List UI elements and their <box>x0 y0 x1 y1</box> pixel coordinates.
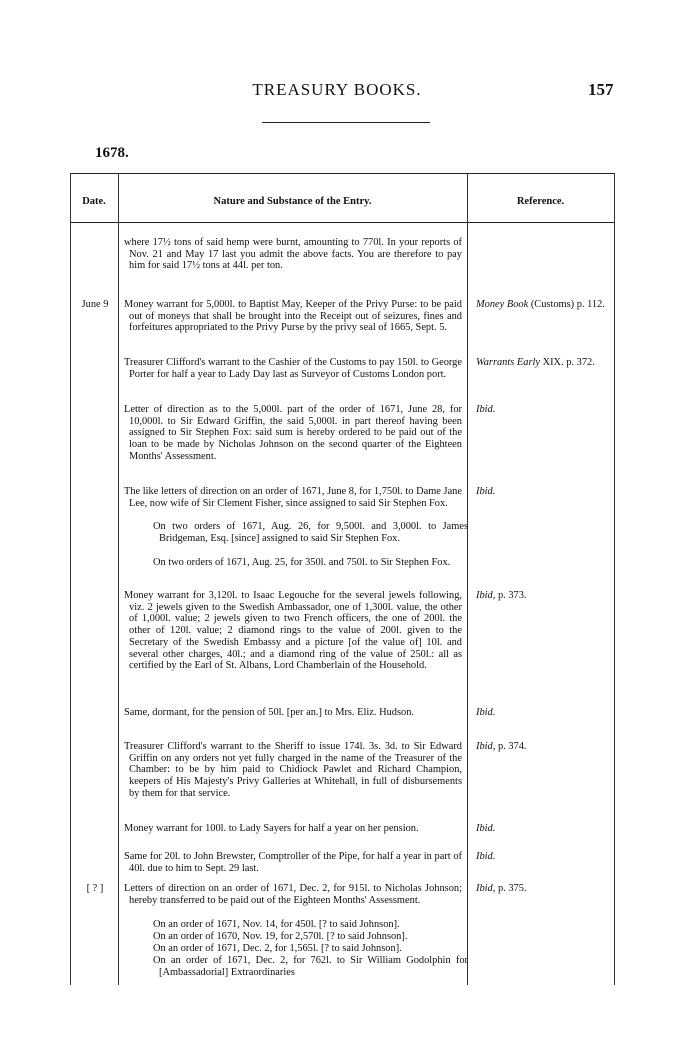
entry-paragraph: Money warrant for 3,120l. to Isaac Legouche for the several jewels following, viz. 2 jewels given to the Swedish Ambassador, one of 1,300l. value, the other of 1,000l. value; 2 jewels given to two French officers, the one of 200l. the other of 120l. value; 2 diamond rings to the value of 200l. given to the Secretary of the Swedish Embassy and a picture [of the value of] 10l. and several other charges, 40l.; and a diamond ring of the value of 250l.: all as certified by the Earl of St. Albans, Lord Chamberlain of the Household. <box>124 590 462 672</box>
table-right-border <box>614 173 615 985</box>
entry-paragraph: Money warrant for 100l. to Lady Sayers for half a year on her pension. <box>124 823 419 834</box>
entry-subitem: On an order of 1671, Nov. 14, for 450l. [? to said Johnson]. <box>153 919 400 930</box>
header-rule <box>262 122 430 123</box>
entry-paragraph: Treasurer Clifford's warrant to the Cashier of the Customs to pay 150l. to George Porter for half a year to Lady Day last as Surveyor of Customs London port. <box>124 357 462 380</box>
entry-reference <box>476 741 606 753</box>
reference-source: Warrants Early <box>476 357 540 368</box>
entry-reference <box>476 357 606 369</box>
entry-text <box>124 404 462 463</box>
entry-paragraph: Same, dormant, for the pension of 50l. [per an.] to Mrs. Eliz. Hudson. <box>124 707 415 718</box>
entry-reference <box>476 590 606 602</box>
entry-subitem: On an order of 1671, Dec. 2, for 1,565l. [? to said Johnson]. <box>153 943 402 954</box>
entry-subitem: On two orders of 1671, Aug. 25, for 350l. and 750l. to Sir Stephen Fox. <box>153 557 451 568</box>
entry-subitem: On an order of 1670, Nov. 19, for 2,570l. [? to said Johnson]. <box>153 931 408 942</box>
entry-subitem: On two orders of 1671, Aug. 26, for 9,500l. and 3,000l. to James Bridgeman, Esq. [since] assigned to said Sir Stephen Fox. <box>153 521 468 544</box>
entry-reference <box>476 404 606 416</box>
page-number: 157 <box>588 80 614 99</box>
entry-reference <box>476 883 606 895</box>
entry-text <box>124 357 462 380</box>
reference-page: p. 374. <box>495 741 527 752</box>
entry-reference <box>476 299 606 311</box>
entry-text <box>124 299 462 334</box>
entry-paragraph: The like letters of direction on an order of 1671, June 8, for 1,750l. to Dame Jane Lee, now wife of Sir Clement Fisher, since assigned to said Sir Stephen Fox. <box>124 486 462 509</box>
reference-source: Ibid. <box>476 486 496 497</box>
reference-source: Ibid. <box>476 707 496 718</box>
entry-text <box>124 237 462 272</box>
entry-text <box>124 741 462 800</box>
reference-source: Ibid, <box>476 741 496 752</box>
entry-subitem: On an order of 1671, Dec. 2, for 762l. to Sir William Godolphin for [Ambassadorial] Extraordinaries <box>153 955 468 978</box>
reference-source: Ibid. <box>476 404 496 415</box>
entry-text <box>124 486 462 509</box>
reference-source: Money Book <box>476 299 529 310</box>
date-column-divider <box>118 173 119 985</box>
nature-column-header: Nature and Substance of the Entry. <box>213 196 372 207</box>
reference-source: Ibid, <box>476 883 496 894</box>
entry-text <box>124 823 462 835</box>
reference-page: (Customs) p. 112. <box>528 299 605 310</box>
entry-date: June 9 <box>81 299 109 310</box>
entry-paragraph: Same for 20l. to John Brewster, Comptroller of the Pipe, for half a year in part of 40l. due to him to Sept. 29 last. <box>124 851 462 874</box>
entry-reference <box>476 851 606 863</box>
entry-date: [ ? ] <box>86 883 104 894</box>
reference-source: Ibid. <box>476 851 496 862</box>
reference-column-header: Reference. <box>516 196 565 207</box>
year-heading: 1678. <box>95 145 129 161</box>
date-column-header: Date. <box>82 196 106 207</box>
entry-text <box>124 707 462 719</box>
entry-paragraph: Letter of direction as to the 5,000l. part of the order of 1671, June 28, for 10,000l. to Sir Edward Griffin, the said 5,000l. in part thereof having been assigned to Sir Stephen Fox: said sum is hereby ordered to be paid out of the loan to be made by Nicholas Johnson on the second quarter of the Eighteen Months' Assessment. <box>124 404 462 462</box>
reference-source: Ibid, <box>476 590 496 601</box>
reference-page: p. 373. <box>495 590 527 601</box>
reference-source: Ibid. <box>476 823 496 834</box>
entry-paragraph: Treasurer Clifford's warrant to the Sheriff to issue 174l. 3s. 3d. to Sir Edward Griffin on any orders not yet fully charged in the name of the Treasurer of the Chamber: to be by him paid to Chidiock Pawlet and Richard Champion, keepers of His Majesty's Privy Galleries at Whitehall, in full of disbursements by them for that service. <box>124 741 462 799</box>
entry-paragraph: Letters of direction on an order of 1671, Dec. 2, for 915l. to Nicholas Johnson; hereby transferred to be paid out of the Eighteen Months' Assessment. <box>124 883 462 906</box>
reference-column-divider <box>467 173 468 985</box>
table-left-border <box>70 173 71 985</box>
entry-text <box>124 851 462 874</box>
reference-page: p. 375. <box>495 883 527 894</box>
entry-reference <box>476 707 606 719</box>
running-title: TREASURY BOOKS. <box>252 80 422 99</box>
entry-reference <box>476 486 606 498</box>
entry-paragraph: where 17½ tons of said hemp were burnt, amounting to 770l. In your reports of Nov. 21 and May 17 last you admit the above facts. You are therefore to pay him for said 17½ tons at 44l. per ton. <box>124 237 462 272</box>
entry-text <box>124 883 462 906</box>
table-header-rule <box>70 222 615 223</box>
entry-paragraph: Money warrant for 5,000l. to Baptist May, Keeper of the Privy Purse: to be paid out of moneys that shall be brought into the Receipt out of seizures, fines and forfeitures appropriated to the Privy Purse by the privy seal of 1665, Sept. 5. <box>124 299 462 334</box>
entry-reference <box>476 823 606 835</box>
table-top-rule <box>70 173 615 174</box>
reference-page: XIX. p. 372. <box>540 357 595 368</box>
entry-text <box>124 590 462 672</box>
